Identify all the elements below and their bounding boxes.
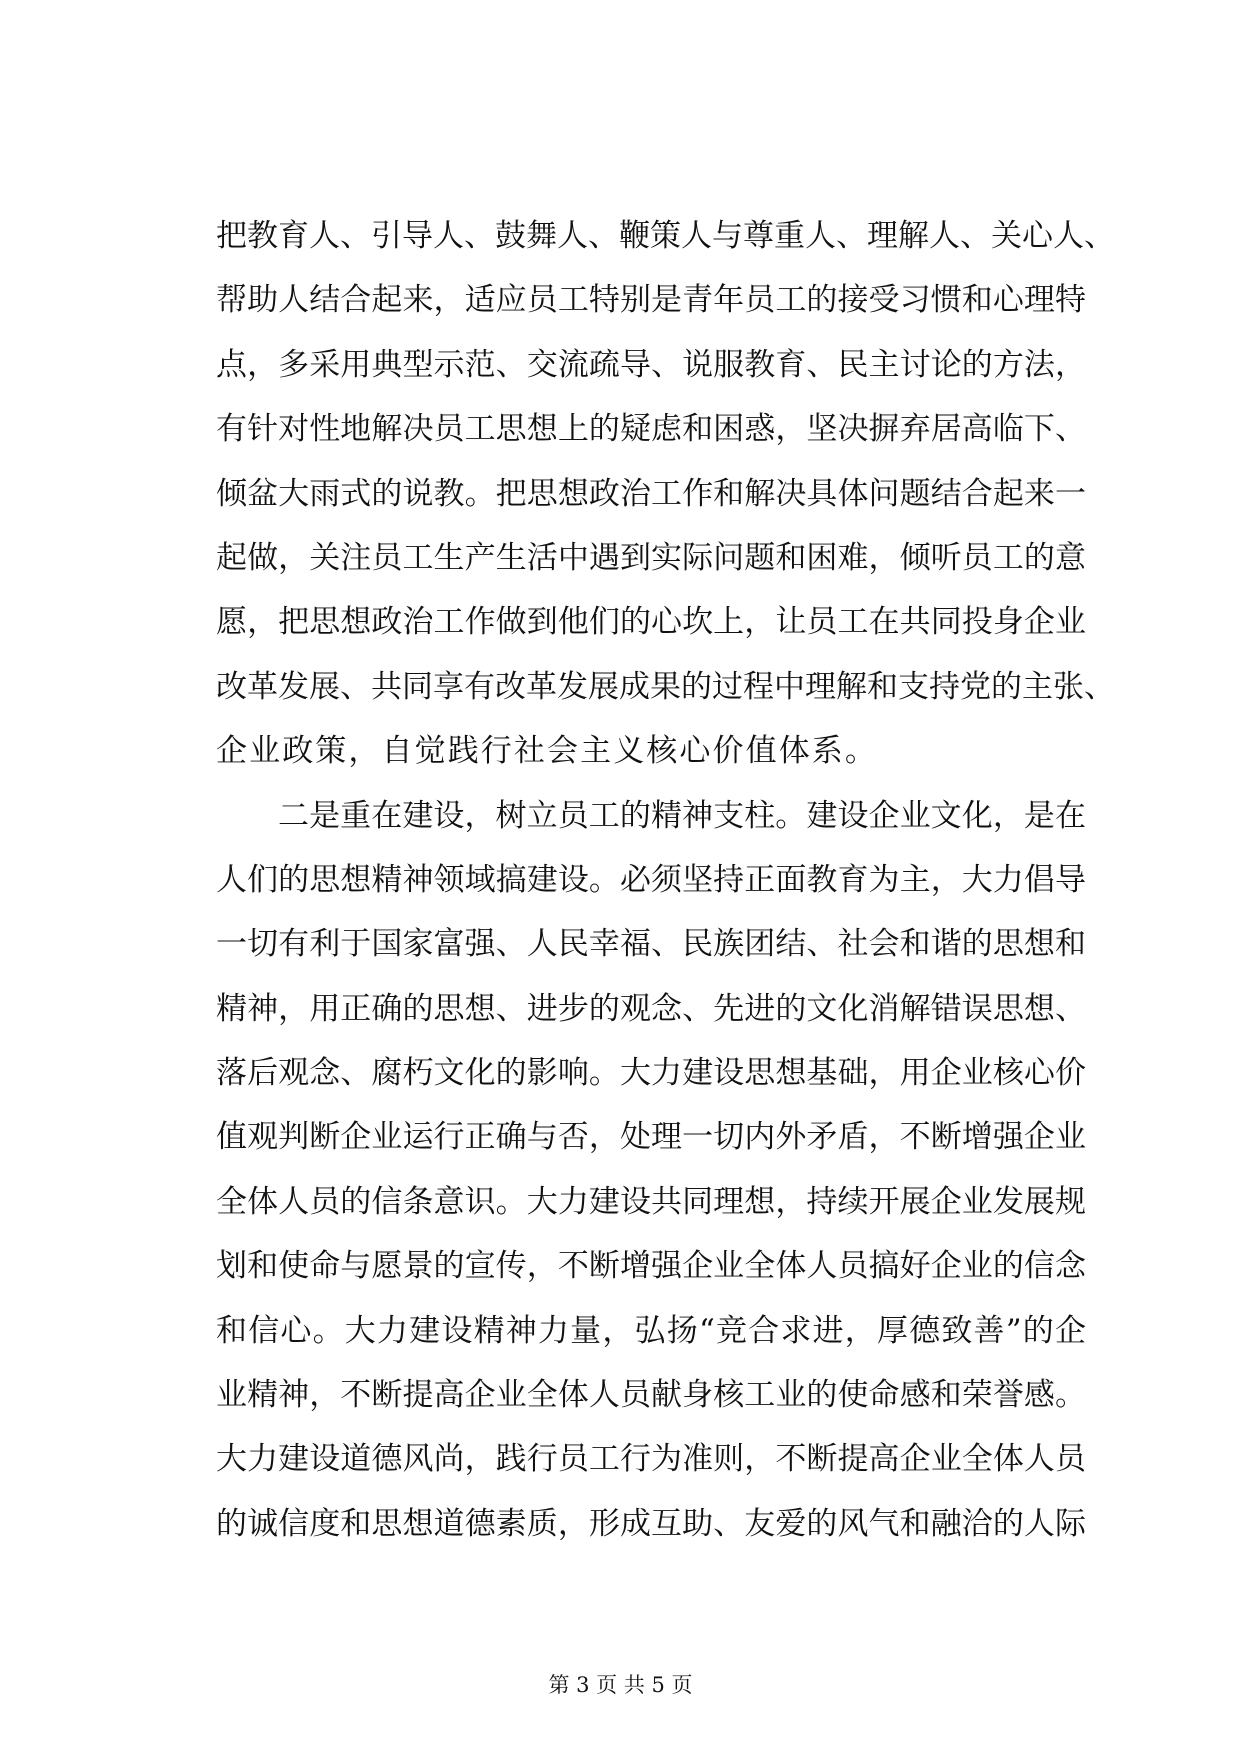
text-line: 人们的思想精神领域搞建设。必须坚持正面教育为主，大力倡导 <box>216 861 1086 898</box>
text-line: 值观判断企业运行正确与否，处理一切内外矛盾，不断增强企业 <box>216 1119 1086 1156</box>
text-line: 和信心。大力建设精神力量，弘扬“竞合求进，厚德致善”的企 <box>216 1312 1086 1349</box>
text-line: 有针对性地解决员工思想上的疑虑和困惑，坚决摒弃居高临下、 <box>216 411 1086 448</box>
page-number-footer: 第 3 页 共 5 页 <box>548 1673 693 1697</box>
text-line: 帮助人结合起来，适应员工特别是青年员工的接受习惯和心理特 <box>216 282 1086 319</box>
text-line: 全体人员的信条意识。大力建设共同理想，持续开展企业发展规 <box>216 1183 1086 1220</box>
text-line: 业精神，不断提高企业全体人员献身核工业的使命感和荣誉感。 <box>216 1377 1086 1414</box>
text-line: 倾盆大雨式的说教。把思想政治工作和解决具体问题结合起来一 <box>216 475 1086 512</box>
text-line: 落后观念、腐朽文化的影响。大力建设思想基础，用企业核心价 <box>216 1055 1086 1092</box>
text-line-paragraph-end: 企业政策，自觉践行社会主义核心价值体系。 <box>216 733 878 770</box>
text-line: 一切有利于国家富强、人民幸福、民族团结、社会和谐的思想和 <box>216 926 1086 963</box>
text-line: 点，多采用典型示范、交流疏导、说服教育、民主讨论的方法， <box>216 346 1086 383</box>
text-line: 精神，用正确的思想、进步的观念、先进的文化消解错误思想、 <box>216 990 1086 1027</box>
text-line: 的诚信度和思想道德素质，形成互助、友爱的风气和融洽的人际 <box>216 1505 1086 1542</box>
text-line-paragraph-start: 二是重在建设，树立员工的精神支柱。建设企业文化，是在 <box>278 797 1086 834</box>
text-line: 大力建设道德风尚，践行员工行为准则，不断提高企业全体人员 <box>216 1441 1086 1478</box>
text-line: 把教育人、引导人、鼓舞人、鞭策人与尊重人、理解人、关心人、 <box>216 218 1115 254</box>
body-text <box>216 204 1115 1556</box>
text-line: 改革发展、共同享有改革发展成果的过程中理解和支持党的主张、 <box>216 668 1115 705</box>
text-line: 划和使命与愿景的宣传，不断增强企业全体人员搞好企业的信念 <box>216 1248 1086 1285</box>
text-line: 起做，关注员工生产生活中遇到实际问题和困难，倾听员工的意 <box>216 539 1086 576</box>
text-line: 愿，把思想政治工作做到他们的心坎上，让员工在共同投身企业 <box>216 604 1086 641</box>
